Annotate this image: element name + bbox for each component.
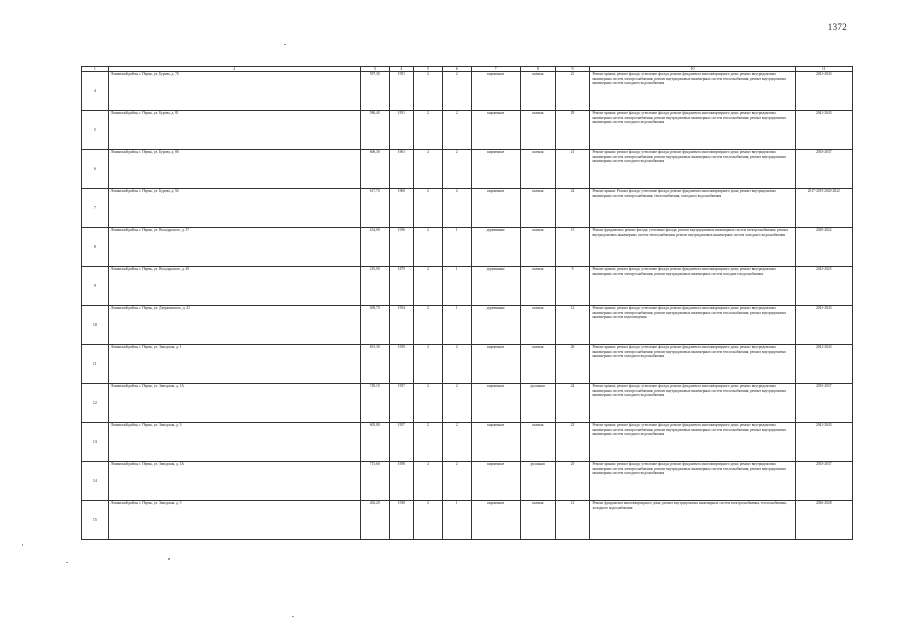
repair-works-cell: Ремонт фундамента многоквартирного дома; ремонт внутридомовых инженерных систем электроснабжения, теплоснабжения, холодного водоснабжения — [590, 501, 795, 540]
column-number-header: 7 — [471, 67, 520, 72]
entrances-cell: 2 — [442, 150, 471, 189]
address-cell: Ленинский район, г. Пермь, ул. Заводская, д. 1А — [108, 384, 360, 423]
entrances-cell: 2 — [442, 384, 471, 423]
residents-cell: 29 — [555, 111, 590, 150]
table-row — [82, 189, 853, 228]
year-built-cell: 1960 — [389, 189, 414, 228]
row-number: 12 — [82, 384, 109, 423]
row-number: 5 — [82, 111, 109, 150]
table-body — [82, 72, 853, 540]
address-cell: Ленинский район, г. Пермь, ул. Заводская, д. 5 — [108, 501, 360, 540]
address-cell: Ленинский район, г. Пермь, ул. Заводская, д. 3 — [108, 423, 360, 462]
row-number: 11 — [82, 345, 109, 384]
repair-works-cell: Ремонт крыши; ремонт фасада; утепление фасада; ремонт фундамента многоквартирного дома; ремонт внутридомовых инженерных систем электроснабжения; ремонт внутридомовых инженерных систем теплоснабжения; ремонт внутридомовых инженерных систем холодного водоснабжения — [590, 72, 795, 111]
address-cell: Ленинский район, г. Пермь, ул. Заводская, д. 3А — [108, 462, 360, 501]
wall-material-cell: кирпичные — [471, 150, 520, 189]
column-number-header: 10 — [590, 67, 795, 72]
table-row — [82, 150, 853, 189]
entrances-cell: 1 — [442, 306, 471, 345]
area-cell: 617,70 — [360, 189, 389, 228]
column-number-header: 6 — [442, 67, 471, 72]
area-cell: 606,30 — [360, 150, 389, 189]
scan-speck — [292, 616, 294, 617]
floors-cell: 2 — [414, 306, 443, 345]
table-row — [82, 423, 853, 462]
row-number: 8 — [82, 228, 109, 267]
wall-material-cell: кирпичные — [471, 423, 520, 462]
scan-speck — [168, 558, 170, 560]
planned-period-cell: 2035-2037 — [795, 384, 853, 423]
planned-period-cell: 2020-2022 — [795, 228, 853, 267]
planned-period-cell: 2023-2025 — [795, 267, 853, 306]
table-row — [82, 384, 853, 423]
table-row — [82, 345, 853, 384]
roof-type-cell: рулонная — [520, 384, 555, 423]
year-built-cell: 1938 — [389, 501, 414, 540]
area-cell: 691,30 — [360, 345, 389, 384]
entrances-cell: 2 — [442, 423, 471, 462]
floors-cell: 2 — [414, 501, 443, 540]
roof-type-cell: скатная — [520, 267, 555, 306]
planned-period-cell: 2041-2043 — [795, 306, 853, 345]
year-built-cell: 1957 — [389, 384, 414, 423]
roof-type-cell: скатная — [520, 228, 555, 267]
wall-material-cell: кирпичные — [471, 189, 520, 228]
floors-cell: 2 — [414, 462, 443, 501]
residents-cell: 26 — [555, 345, 590, 384]
area-cell: 586,40 — [360, 111, 389, 150]
floors-cell: 2 — [414, 267, 443, 306]
address-cell: Ленинский район, г. Пермь, ул. Дзержинского, д. 41 — [108, 306, 360, 345]
repair-works-cell: Ремонт крыши; ремонт фасада; утепление фасада; ремонт фундамента многоквартирного дома; ремонт внутридомовых инженерных систем электроснабжения; ремонт внутридомовых инженерных систем теплоснабжения; ремонт внутридомовых инженерных систем холодного водоснабжения — [590, 150, 795, 189]
entrances-cell: 2 — [442, 72, 471, 111]
wall-material-cell: деревянные — [471, 306, 520, 345]
address-cell: Ленинский район, г. Пермь, ул. Бурова, д. 92 — [108, 189, 360, 228]
repair-works-cell: Ремонт крыши; ремонт фасада; утепление фасада; ремонт фундамента многоквартирного дома; ремонт внутридомовых инженерных систем электроснабжения; ремонт внутридомовых инженерных систем теплоснабжения; ремонт внутридомовых инженерных систем холодного водоснабжения — [590, 423, 795, 462]
column-number-header: 1 — [82, 67, 109, 72]
column-number-header: 8 — [520, 67, 555, 72]
roof-type-cell: рулонная — [520, 462, 555, 501]
table-row — [82, 501, 853, 540]
year-built-cell: 1879 — [389, 267, 414, 306]
year-built-cell: 1959 — [389, 345, 414, 384]
planned-period-cell: 2035-2037 — [795, 150, 853, 189]
table-row — [82, 228, 853, 267]
address-cell: Ленинский район, г. Пермь, ул. Бурова, д. 81 — [108, 111, 360, 150]
table-row — [82, 111, 853, 150]
residents-cell: 25 — [555, 462, 590, 501]
row-number: 4 — [82, 72, 109, 111]
year-built-cell: 1936 — [389, 228, 414, 267]
year-built-cell: 1951 — [389, 111, 414, 150]
planned-period-cell: 2017-2019 2020-2022 — [795, 189, 853, 228]
row-number: 9 — [82, 267, 109, 306]
residents-cell: 21 — [555, 72, 590, 111]
repair-works-cell: Ремонт крыши; ремонт фасада; утепление фасада; ремонт фундамента многоквартирного дома; ремонт внутридомовых инженерных систем электроснабжения; ремонт внутридомовых инженерных систем теплоснабжения; ремонт внутридомовых инженерных систем холодного водоснабжения — [590, 111, 795, 150]
area-cell: 749,10 — [360, 384, 389, 423]
roof-type-cell: скатная — [520, 111, 555, 150]
scan-speck — [66, 562, 68, 563]
row-number: 13 — [82, 423, 109, 462]
repair-works-cell: Ремонт крыши; ремонт фасада; утепление фасада; ремонт фундамента многоквартирного дома; ремонт внутридомовых инженерных систем электроснабжения; ремонт внутридомовых инженерных систем теплоснабжения; ремонт внутридомовых инженерных систем холодного водоснабжения — [590, 345, 795, 384]
year-built-cell: 1961 — [389, 150, 414, 189]
row-number: 10 — [82, 306, 109, 345]
table-row — [82, 306, 853, 345]
residents-cell: 15 — [555, 228, 590, 267]
repair-works-cell: Ремонт крыши; ремонт фасада; утепление фасада; ремонт фундамента многоквартирного дома; ремонт внутридомовых инженерных систем электроснабжения; ремонт внутридомовых инженерных систем теплоснабжения; ремонт внутридомовых инженерных систем холодного водоснабжения — [590, 384, 795, 423]
scan-speck — [284, 44, 286, 45]
entrances-cell: 2 — [442, 345, 471, 384]
repair-works-cell: Ремонт крыши. Ремонт фасада; утепление фасада; ремонт фундамента многоквартирного дома; ремонт внутридомовых инженерных систем электроснабжения, теплоснабжения, холодного водоснабжения — [590, 189, 795, 228]
area-cell: 210,90 — [360, 267, 389, 306]
entrances-cell: 1 — [442, 501, 471, 540]
repair-works-cell: Ремонт крыши; ремонт фасада; утепление фасада; ремонт фундамента многоквартирного дома; ремонт внутридомовых инженерных систем электроснабжения; ремонт внутридомовых инженерных систем теплоснабжения; ремонт внутридомовых инженерных систем водоотведения — [590, 306, 795, 345]
area-cell: 402,20 — [360, 501, 389, 540]
planned-period-cell: 2041-2043 — [795, 345, 853, 384]
address-cell: Ленинский район, г. Пермь, ул. Бурова, д. 86 — [108, 150, 360, 189]
floors-cell: 2 — [414, 384, 443, 423]
column-number-header: 11 — [795, 67, 853, 72]
area-cell: 234,00 — [360, 228, 389, 267]
column-number-header: 5 — [414, 67, 443, 72]
area-cell: 715,60 — [360, 462, 389, 501]
planned-period-cell: 2041-2043 — [795, 423, 853, 462]
planned-period-cell: 2041-2043 — [795, 72, 853, 111]
address-cell: Ленинский район, г. Пермь, ул. Володарского, д. 49 — [108, 267, 360, 306]
floors-cell: 2 — [414, 423, 443, 462]
roof-type-cell: скатная — [520, 423, 555, 462]
address-cell: Ленинский район, г. Пермь, ул. Володарского, д. 37 — [108, 228, 360, 267]
roof-type-cell: скатная — [520, 501, 555, 540]
row-number: 7 — [82, 189, 109, 228]
table-row — [82, 267, 853, 306]
scan-speck — [22, 544, 23, 546]
residents-cell: 9 — [555, 267, 590, 306]
roof-type-cell: скатная — [520, 150, 555, 189]
column-number-header: 3 — [360, 67, 389, 72]
row-number: 6 — [82, 150, 109, 189]
wall-material-cell: кирпичные — [471, 384, 520, 423]
wall-material-cell: кирпичные — [471, 462, 520, 501]
repair-works-cell: Ремонт фундамента; ремонт фасада; утепление фасада; ремонт внутридомовых инженерных систем электроснабжения; ремонт внутридомовых инженерных систем теплоснабжения; ремонт внутридомовых инженерных систем холодного водоснабжения — [590, 228, 795, 267]
wall-material-cell: деревянные — [471, 228, 520, 267]
column-number-header: 9 — [555, 67, 590, 72]
row-number: 15 — [82, 501, 109, 540]
year-built-cell: 1951 — [389, 72, 414, 111]
residents-cell: 21 — [555, 150, 590, 189]
repair-works-cell: Ремонт крыши; ремонт фасада; утепление фасада; ремонт фундамента многоквартирного дома; ремонт внутридомовых инженерных систем электроснабжения; ремонт внутридомовых инженерных систем теплоснабжения; ремонт внутридомовых инженерных систем холодного водоснабжения — [590, 462, 795, 501]
wall-material-cell: кирпичные — [471, 111, 520, 150]
planned-period-cell: 2035-2037 — [795, 462, 853, 501]
roof-type-cell: скатная — [520, 72, 555, 111]
floors-cell: 2 — [414, 228, 443, 267]
floors-cell: 2 — [414, 111, 443, 150]
residents-cell: 24 — [555, 384, 590, 423]
residents-cell: 12 — [555, 306, 590, 345]
wall-material-cell: кирпичные — [471, 72, 520, 111]
repair-works-cell: Ремонт крыши; ремонт фасада; утепление фасада; ремонт фундамента многоквартирного дома; ремонт внутридомовых инженерных систем электроснабжения; ремонт внутридомовых инженерных систем холодного водоснабжения — [590, 267, 795, 306]
residents-cell: 23 — [555, 423, 590, 462]
wall-material-cell: кирпичные — [471, 345, 520, 384]
floors-cell: 2 — [414, 72, 443, 111]
year-built-cell: 1958 — [389, 462, 414, 501]
roof-type-cell: скатная — [520, 345, 555, 384]
planned-period-cell: 2026-2028 — [795, 501, 853, 540]
entrances-cell: 1 — [442, 267, 471, 306]
column-number-header: 2 — [108, 67, 360, 72]
floors-cell: 2 — [414, 189, 443, 228]
roof-type-cell: скатная — [520, 189, 555, 228]
residents-cell: 24 — [555, 189, 590, 228]
row-number: 14 — [82, 462, 109, 501]
entrances-cell: 1 — [442, 228, 471, 267]
area-cell: 605,80 — [360, 423, 389, 462]
floors-cell: 2 — [414, 345, 443, 384]
residents-cell: 12 — [555, 501, 590, 540]
column-number-header: 4 — [389, 67, 414, 72]
address-cell: Ленинский район, г. Пермь, ул. Заводская, д. 1 — [108, 345, 360, 384]
entrances-cell: 2 — [442, 189, 471, 228]
entrances-cell: 2 — [442, 111, 471, 150]
year-built-cell: 1957 — [389, 423, 414, 462]
floors-cell: 2 — [414, 150, 443, 189]
roof-type-cell: скатная — [520, 306, 555, 345]
address-cell: Ленинский район, г. Пермь, ул. Бурова, д. 70 — [108, 72, 360, 111]
entrances-cell: 2 — [442, 462, 471, 501]
wall-material-cell: деревянные — [471, 267, 520, 306]
area-cell: 409,70 — [360, 306, 389, 345]
year-built-cell: 1954 — [389, 306, 414, 345]
table-row — [82, 72, 853, 111]
page-number: 1372 — [827, 22, 847, 32]
wall-material-cell: кирпичные — [471, 501, 520, 540]
housing-register-table — [81, 66, 853, 540]
planned-period-cell: 2041-2043 — [795, 111, 853, 150]
area-cell: 597,30 — [360, 72, 389, 111]
table-row — [82, 462, 853, 501]
